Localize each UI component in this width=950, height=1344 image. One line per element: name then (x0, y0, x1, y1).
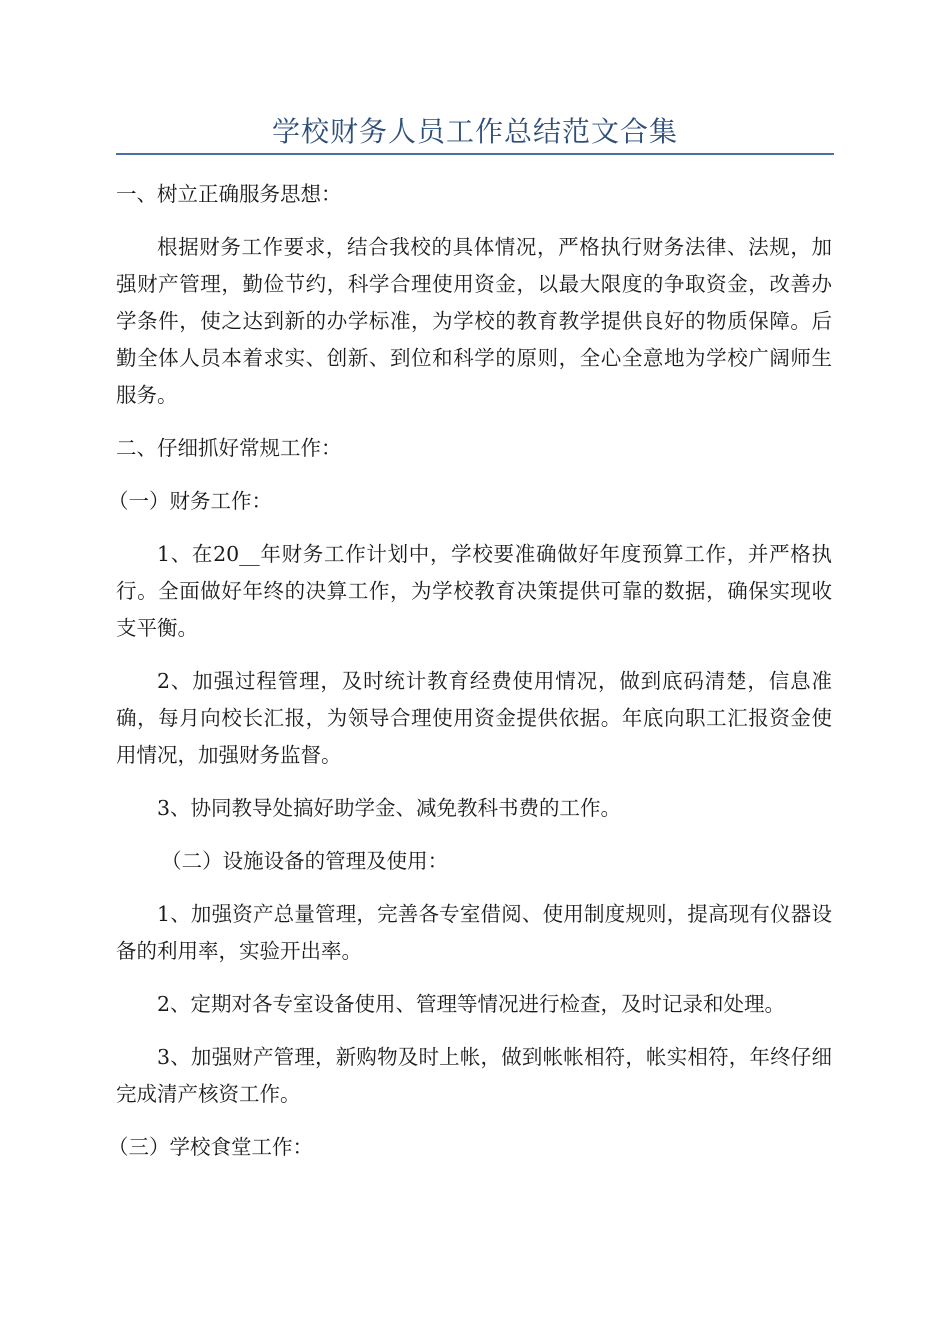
paragraph: 根据财务工作要求，结合我校的具体情况，严格执行财务法律、法规，加强财产管理，勤俭节约，科学合理使用资金，以最大限度的争取资金，改善办学条件，使之达到新的办学标准，为学校的教育教学提供良好的物质保障。后勤全体人员本着求实、创新、到位和科学的原则，全心全意地为学校广阔师生服务。 (116, 235, 832, 407)
subsection-heading-2: （二）设施设备的管理及使用： (161, 849, 449, 873)
paragraph: 3、协同教导处搞好助学金、减免教科书费的工作。 (157, 796, 622, 820)
subsection-heading-1: （一）财务工作： (108, 489, 272, 513)
paragraph: 2、定期对各专室设备使用、管理等情况进行检查，及时记录和处理。 (157, 992, 786, 1016)
paragraph: 2、加强过程管理，及时统计教育经费使用情况，做到底码清楚，信息准确，每月向校长汇报，为领导合理使用资金提供依据。年底向职工汇报资金使用情况，加强财务监督。 (116, 669, 832, 767)
paragraph: 1、加强资产总量管理，完善各专室借阅、使用制度规则，提高现有仪器设备的利用率，实验开出率。 (116, 902, 832, 963)
document-body (108, 176, 832, 1182)
section-heading-2: 二、仔细抓好常规工作： (116, 436, 342, 460)
subsection-heading-3: （三）学校食堂工作： (108, 1135, 313, 1159)
document-title: 学校财务人员工作总结范文合集 (271, 115, 678, 148)
paragraph: 1、在20__年财务工作计划中，学校要准确做好年度预算工作，并严格执行。全面做好年终的决算工作，为学校教育决策提供可靠的数据，确保实现收支平衡。 (116, 542, 832, 640)
title-underline (116, 153, 834, 155)
section-heading-1: 一、树立正确服务思想： (116, 182, 342, 206)
paragraph: 3、加强财产管理，新购物及时上帐，做到帐帐相符，帐实相符，年终仔细完成清产核资工作。 (116, 1045, 832, 1106)
